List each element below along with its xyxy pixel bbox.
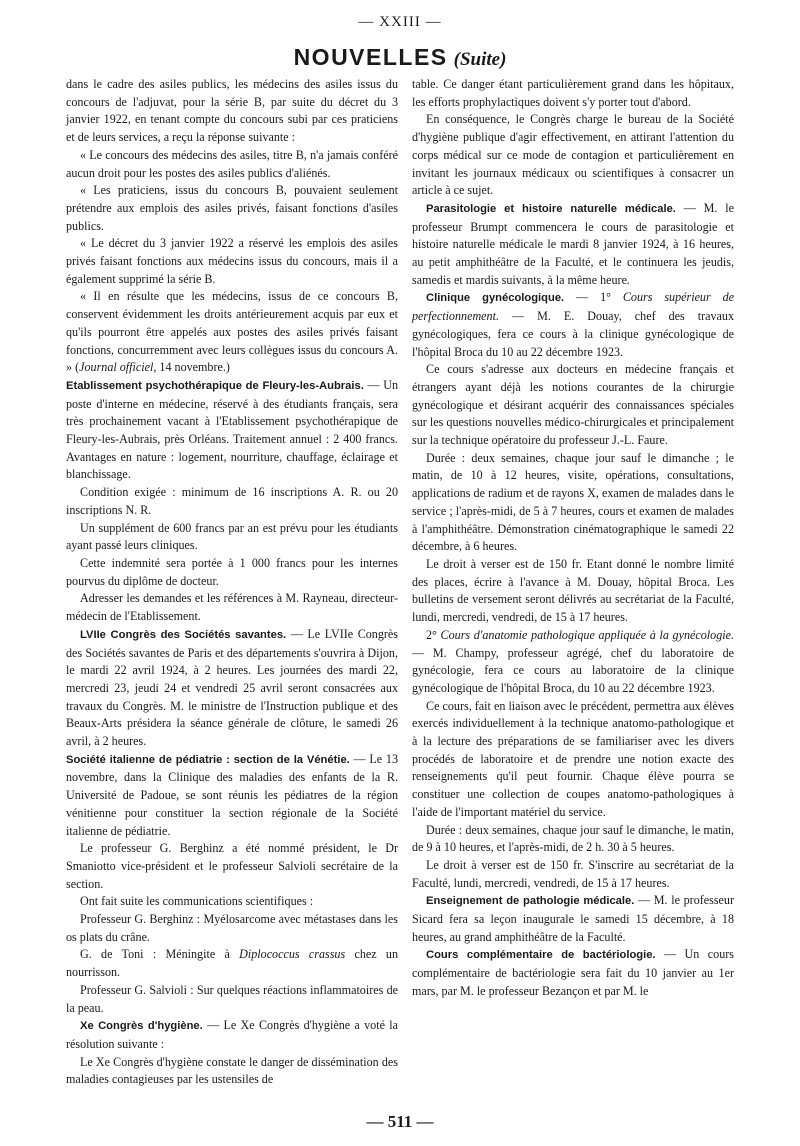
- left-column: [66, 76, 398, 1089]
- text: — M. le professeur Brumpt commencera le cours de parasitologie et histoire naturelle médicale le mardi 8 janvier 1924, à 16 heures, au petit amphithéâtre de la Faculté, et le continuera les jeudis, samedis et mardis suivants, à la même heure.: [412, 200, 734, 287]
- paragraph: [66, 946, 398, 981]
- paragraph: Ce cours, fait en liaison avec le précédent, permettra aux élèves exercés individuellement à la technique anatomo-pathologique et à la lecture des préparations de se familiariser avec les divers procédés de laboratoire et de prendre une notion exacte des renseignements qu'il peut fournir. Chaque élève pourra se constituer une collection de coupes anatomo-pathologiques à l'aide de l'important matériel du service.: [412, 698, 734, 819]
- page-number: — 511 —: [366, 1112, 434, 1131]
- page-folio: — XXIII —: [358, 14, 442, 30]
- text: — Le Xe Congrès d'hygiène a voté la résolution suivante :: [66, 1018, 398, 1051]
- item-heading: Société italienne de pédiatrie : section de la Vénétie.: [66, 753, 350, 766]
- paragraph: Professeur G. Berghinz : Myélosarcome avec métastases dans les os plats du crâne.: [66, 912, 398, 944]
- text: — M. le professeur Sicard fera sa leçon inaugurale le samedi 15 décembre, à 18 heures, au grand amphithéâtre de la Faculté.: [412, 893, 734, 944]
- paragraph: « Le concours des médecins des asiles, titre B, n'a jamais conféré aucun droit pour les postes des asiles publics d'aliénés.: [66, 147, 398, 180]
- paragraph: Durée : deux semaines, chaque jour sauf le dimanche ; le matin, de 10 à 12 heures, visite, opérations, consultations, applications de radium et de rayons X, examen de malades dans le service ; l'après-midi, de 5 à 7 heures, cours et examen de malades à l'amphithéâtre. Démonstration cinématographique le samedi 22 décembre, à 6 heures.: [412, 450, 734, 554]
- course-title: Cours supérieur de perfectionnement.: [412, 290, 734, 324]
- news-item-bacteriologie: [412, 946, 734, 1000]
- news-item-hygiene: [66, 1017, 398, 1053]
- citation: Journal officiel,: [79, 360, 157, 375]
- text: — Le 13 novembre, dans la Clinique des maladies des enfants de la R. Université de Padoue, se sont réunis les pédiatres de la région vénitienne pour constituer la section régionale de la Société italienne de pédiatrie.: [66, 751, 398, 838]
- course-title: Cours d'anatomie pathologique appliquée à la gynécologie.: [440, 627, 734, 642]
- item-heading: Xe Congrès d'hygiène.: [80, 1020, 203, 1033]
- paragraph: [66, 288, 398, 377]
- paragraph: table. Ce danger étant particulièrement grand dans les hôpitaux, les efforts prophylactiques doivent s'y porter tout d'abord.: [412, 77, 734, 109]
- paragraph: Ce cours s'adresse aux docteurs en médecine français et étrangers ayant déjà les notions courantes de la chirurgie gynécologique et désirant acquérir des connaissances spéciales sur les questions nouvelles médico-chirurgicales et principalement sur la technique opératoire du professeur J.-L. Faure.: [412, 362, 734, 448]
- text: G. de Toni : Méningite à: [80, 947, 240, 962]
- title-subtitle: (Suite): [453, 49, 507, 70]
- title-main: NOUVELLES: [293, 44, 448, 70]
- item-heading: Cours complémentaire de bactériologie.: [426, 949, 656, 962]
- text: « Il en résulte que les médecins, issus de ce concours B, conservent évidemment les droits antérieurement acquis par eux et qu'ils pourront être appelés aux postes des asiles privés faisant fonctions, concurremment avec leurs collègues issus du concours A. » (: [66, 289, 398, 375]
- paragraph: Le Xe Congrès d'hygiène constate le danger de dissémination des maladies contagieuses par les ustensiles de: [66, 1054, 398, 1087]
- paragraph: Le droit à verser est de 150 fr. Etant donné le nombre limité des places, écrire à l'avance à M. Douay, hôpital Broca. Les bulletins de versement seront délivrés au secrétariat de la Faculté, lundi, mercredi, vendredi, de 15 à 17 heures.: [412, 556, 734, 625]
- paragraph: En conséquence, le Congrès charge le bureau de la Société d'hygiène publique d'agir effectivement, en attirant l'attention du corps médical sur ce mode de contagion et particulièrement en invitant les journaux médicaux ou scientifiques à consacrer un article à ce sujet.: [412, 112, 734, 198]
- paragraph: Professeur G. Salvioli : Sur quelques réactions inflammatoires de la peau.: [66, 982, 398, 1015]
- paragraph: « Les praticiens, issus du concours B, pouvaient seulement prétendre aux emplois des asiles privés, faisant fonctions d'asiles publics.: [66, 183, 398, 233]
- text: — 1°: [564, 290, 623, 305]
- news-item-fleury: [66, 377, 398, 484]
- paragraph: [412, 627, 734, 698]
- item-heading: Clinique gynécologique.: [426, 292, 565, 305]
- paragraph: Cette indemnité sera portée à 1 000 francs pour les internes pourvus du diplôme de docteur.: [66, 555, 398, 588]
- paragraph: « Le décret du 3 janvier 1922 a réservé les emplois des asiles privés faisant fonctions aux médecins issus du concours, mais il a également supprimé la série B.: [66, 236, 398, 286]
- text: — M. E. Douay, chef des travaux gynécologiques, fera ce cours à la clinique gynécologique de l'hôpital Broca du 10 au 22 décembre 1923.: [412, 309, 734, 359]
- text: chez un nourrisson.: [66, 947, 398, 980]
- section-title: [0, 44, 800, 71]
- paragraph: Condition exigée : minimum de 16 inscriptions A. R. ou 20 inscriptions N. R.: [66, 485, 398, 517]
- news-item-parasitologie: [412, 200, 734, 290]
- text: — Un poste d'interne en médecine, réservé à des étudiants français, sera très prochainement vacant à l'Etablissement psychothérapique de Fleury-les-Aubrais, près Orléans. Traitement annuel : 2 400 francs. Avantages en nature : logement, nourriture, chauffage, éclairage et blanchissage.: [66, 377, 398, 482]
- text: — Le LVIIe Congrès des Sociétés savantes de Paris et des départements s'ouvrira à Dijon, le mardi 22 avril 1924, à 2 heures. Les journées des mardi 22, mercredi 23, jeudi 24 et vendredi 25 avril seront consacrées aux travaux du Congrès. M. le ministre de l'Instruction publique et des Beaux-Arts présidera la séance générale de clôture, le samedi 26 avril, à 2 heures.: [66, 626, 399, 749]
- news-item-clinique-gynecologique: [412, 289, 734, 361]
- text: 2°: [426, 627, 441, 642]
- text: — Un cours complémentaire de bactériologie sera fait du 10 janvier au 1er mars, par M. le professeur Bezançon et par M. le: [412, 947, 734, 998]
- paragraph: Ont fait suite les communications scientifiques :: [80, 894, 314, 909]
- paragraph: Un supplément de 600 francs par an est prévu pour les étudiants ayant passé leurs cliniques.: [66, 520, 398, 553]
- right-column: [412, 76, 734, 1001]
- paragraph: Le professeur G. Berghinz a été nommé président, le Dr Smaniotto vice-président et le professeur Salvioli secrétaire de la section.: [66, 841, 398, 891]
- paragraph: dans le cadre des asiles publics, les médecins des asiles issus du concours de l'adjuvat, pour la série B, par suite du décret du 3 janvier 1922, en tenant compte du concours subi par ces praticiens et de leurs services, a reçu la réponse suivante :: [66, 77, 398, 145]
- item-heading: Etablissement psychothérapique de Fleury-les-Aubrais.: [66, 379, 364, 392]
- text: 14 novembre.): [156, 360, 230, 375]
- news-item-lvii-congres: [66, 626, 398, 751]
- item-heading: Parasitologie et histoire naturelle médicale.: [426, 202, 676, 215]
- species-name: Diplococcus crassus: [239, 947, 346, 962]
- paragraph: Adresser les demandes et les références à M. Rayneau, directeur-médecin de l'Etablissement.: [66, 591, 398, 624]
- news-item-pathologie: [412, 892, 734, 946]
- item-heading: Enseignement de pathologie médicale.: [426, 895, 635, 908]
- paragraph: Durée : deux semaines, chaque jour sauf le dimanche, le matin, de 9 à 10 heures, et l'après-midi, de 2 h. 30 à 5 heures.: [412, 822, 734, 855]
- paragraph: Le droit à verser est de 150 fr. S'inscrire au secrétariat de la Faculté, lundi, mercredi, vendredi, de 15 à 17 heures.: [412, 857, 734, 890]
- item-heading: LVIIe Congrès des Sociétés savantes.: [80, 628, 287, 641]
- news-item-pediatrie: [66, 751, 398, 841]
- text: — M. Champy, professeur agrégé, chef du laboratoire de gynécologie, fera ce cours au laboratoire de la clinique gynécologique de l'hôpital Broca, du 10 au 22 décembre 1923.: [412, 645, 734, 695]
